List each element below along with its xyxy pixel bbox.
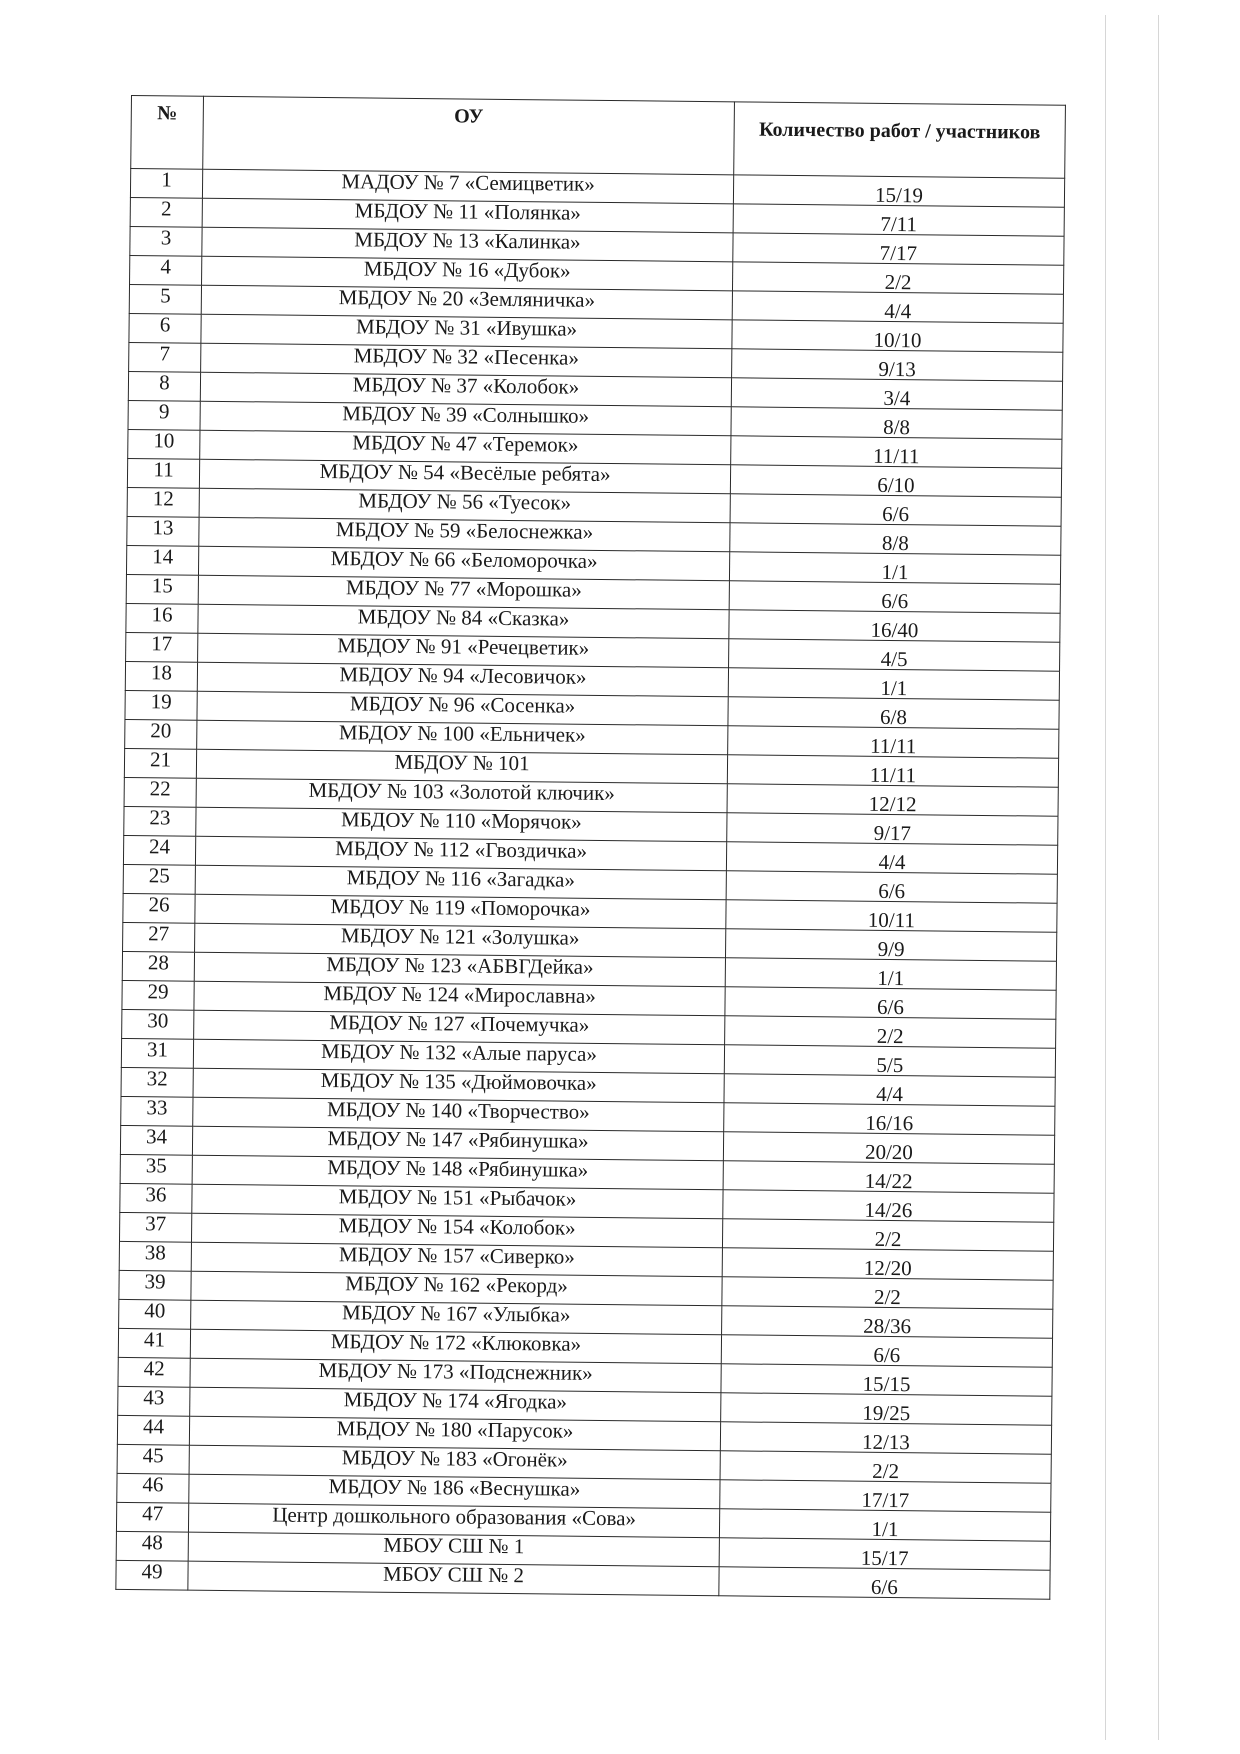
- row-institution: МБДОУ № 135 «Дюймовочка»: [193, 1068, 724, 1103]
- row-institution: МБДОУ № 123 «АБВГДейка»: [194, 952, 725, 987]
- row-count: 15/17: [719, 1538, 1050, 1570]
- row-number: 20: [125, 719, 197, 749]
- row-count: 1/1: [728, 668, 1059, 700]
- row-institution: МБДОУ № 66 «Беломорочка»: [198, 546, 729, 581]
- row-count: 12/13: [720, 1422, 1051, 1454]
- row-institution: МБДОУ № 37 «Колобок»: [200, 372, 731, 407]
- row-count: 4/5: [729, 639, 1060, 671]
- row-number: 36: [120, 1183, 192, 1213]
- row-number: 35: [120, 1154, 192, 1184]
- row-count: 6/6: [725, 987, 1056, 1019]
- row-count: 16/40: [729, 610, 1060, 642]
- row-institution: МБДОУ № 32 «Песенка»: [201, 343, 732, 378]
- row-number: 8: [128, 371, 200, 401]
- row-institution: МБДОУ № 59 «Белоснежка»: [199, 517, 730, 552]
- row-count: 6/6: [730, 494, 1061, 526]
- row-institution: МБДОУ № 157 «Сиверко»: [191, 1242, 722, 1277]
- row-count: 4/4: [732, 291, 1063, 323]
- row-number: 32: [121, 1067, 193, 1097]
- row-number: 24: [123, 835, 195, 865]
- row-number: 3: [130, 226, 202, 256]
- row-institution: МБДОУ № 39 «Солнышко»: [200, 401, 731, 436]
- row-institution: МБДОУ № 180 «Парусок»: [189, 1416, 720, 1451]
- row-institution: МБДОУ № 103 «Золотой ключик»: [196, 778, 727, 813]
- row-count: 11/11: [727, 755, 1058, 787]
- row-number: 15: [126, 574, 198, 604]
- row-number: 30: [122, 1009, 194, 1039]
- row-count: 1/1: [719, 1509, 1050, 1541]
- row-number: 19: [125, 690, 197, 720]
- row-institution: МБДОУ № 91 «Речецветик»: [198, 633, 729, 668]
- row-count: 1/1: [725, 958, 1056, 990]
- row-count: 12/12: [727, 784, 1058, 816]
- row-institution: МБДОУ № 174 «Ягодка»: [190, 1387, 721, 1422]
- row-number: 14: [126, 545, 198, 575]
- row-number: 22: [124, 777, 196, 807]
- row-count: 6/6: [729, 581, 1060, 613]
- row-count: 6/6: [726, 871, 1057, 903]
- row-count: 19/25: [721, 1393, 1052, 1425]
- row-institution: МБДОУ № 148 «Рябинушка»: [192, 1155, 723, 1190]
- row-institution: МБДОУ № 20 «Земляничка»: [201, 285, 732, 320]
- row-count: 11/11: [728, 726, 1059, 758]
- row-count: 6/10: [730, 465, 1061, 497]
- row-number: 46: [117, 1473, 189, 1503]
- row-institution: МБДОУ № 140 «Творчество»: [193, 1097, 724, 1132]
- row-count: 2/2: [732, 262, 1063, 294]
- row-institution: МБДОУ № 94 «Лесовичок»: [197, 662, 728, 697]
- row-institution: МБДОУ № 186 «Веснушка»: [189, 1474, 720, 1509]
- row-count: 10/11: [726, 900, 1057, 932]
- row-institution: МБДОУ № 11 «Полянка»: [202, 198, 733, 233]
- row-number: 11: [127, 458, 199, 488]
- header-number: №: [131, 96, 204, 170]
- row-institution: МБДОУ № 13 «Калинка»: [202, 227, 733, 262]
- row-institution: МБДОУ № 154 «Колобок»: [191, 1213, 722, 1248]
- row-count: 17/17: [720, 1480, 1051, 1512]
- row-count: 6/6: [719, 1567, 1050, 1599]
- row-count: 14/22: [723, 1161, 1054, 1193]
- row-count: 15/15: [721, 1364, 1052, 1396]
- row-number: 17: [126, 632, 198, 662]
- row-number: 25: [123, 864, 195, 894]
- institutions-table: [115, 95, 1066, 1600]
- row-institution: МБДОУ № 183 «Огонёк»: [189, 1445, 720, 1480]
- row-count: 28/36: [722, 1306, 1053, 1338]
- row-institution: МБДОУ № 84 «Сказка»: [198, 604, 729, 639]
- row-count: 6/6: [721, 1335, 1052, 1367]
- row-institution: МБДОУ № 101: [196, 749, 727, 784]
- row-number: 42: [118, 1357, 190, 1387]
- row-number: 48: [116, 1531, 188, 1561]
- row-institution: МБДОУ № 172 «Клюковка»: [190, 1329, 721, 1364]
- row-count: 8/8: [731, 407, 1062, 439]
- row-count: 7/17: [733, 233, 1064, 265]
- row-institution: МБДОУ № 110 «Морячок»: [196, 807, 727, 842]
- row-institution: МБДОУ № 151 «Рыбачок»: [192, 1184, 723, 1219]
- row-number: 18: [125, 661, 197, 691]
- row-institution: МБОУ СШ № 2: [188, 1561, 719, 1596]
- row-count: 5/5: [724, 1045, 1055, 1077]
- row-number: 10: [128, 429, 200, 459]
- row-number: 43: [118, 1386, 190, 1416]
- row-number: 2: [130, 197, 202, 227]
- row-count: 16/16: [724, 1103, 1055, 1135]
- row-count: 6/8: [728, 697, 1059, 729]
- row-number: 37: [119, 1212, 191, 1242]
- row-count: 8/8: [730, 523, 1061, 555]
- row-count: 15/19: [733, 175, 1064, 207]
- row-count: 12/20: [722, 1248, 1053, 1280]
- row-number: 12: [127, 487, 199, 517]
- row-institution: Центр дошкольного образования «Сова»: [188, 1503, 719, 1538]
- row-number: 16: [126, 603, 198, 633]
- row-count: 11/11: [731, 436, 1062, 468]
- row-institution: МБДОУ № 147 «Рябинушка»: [192, 1126, 723, 1161]
- row-count: 7/11: [733, 204, 1064, 236]
- row-number: 7: [129, 342, 201, 372]
- row-number: 49: [116, 1560, 188, 1590]
- row-number: 26: [123, 893, 195, 923]
- row-institution: МБДОУ № 56 «Туесок»: [199, 488, 730, 523]
- row-institution: МБДОУ № 127 «Почемучка»: [194, 1010, 725, 1045]
- row-count: 14/26: [723, 1190, 1054, 1222]
- row-number: 5: [129, 284, 201, 314]
- row-institution: МБДОУ № 47 «Теремок»: [200, 430, 731, 465]
- row-count: 9/17: [727, 813, 1058, 845]
- row-count: 2/2: [725, 1016, 1056, 1048]
- row-number: 47: [116, 1502, 188, 1532]
- row-number: 6: [129, 313, 201, 343]
- row-number: 21: [124, 748, 196, 778]
- row-institution: МБДОУ № 124 «Мирославна»: [194, 981, 725, 1016]
- row-institution: МБДОУ № 54 «Весёлые ребята»: [199, 459, 730, 494]
- row-number: 9: [128, 400, 200, 430]
- table-body: [116, 169, 1065, 1600]
- row-number: 13: [127, 516, 199, 546]
- row-count: 2/2: [722, 1277, 1053, 1309]
- row-number: 34: [120, 1125, 192, 1155]
- row-number: 45: [117, 1444, 189, 1474]
- header-institution: ОУ: [203, 96, 735, 175]
- row-institution: МБОУ СШ № 1: [188, 1532, 719, 1567]
- row-institution: МБДОУ № 167 «Улыбка»: [191, 1300, 722, 1335]
- row-count: 3/4: [731, 378, 1062, 410]
- row-institution: МБДОУ № 112 «Гвоздичка»: [195, 836, 726, 871]
- row-count: 9/9: [725, 929, 1056, 961]
- row-institution: МБДОУ № 173 «Подснежник»: [190, 1358, 721, 1393]
- row-count: 4/4: [726, 842, 1057, 874]
- row-institution: МБДОУ № 119 «Поморочка»: [195, 894, 726, 929]
- row-institution: МБДОУ № 121 «Золушка»: [195, 923, 726, 958]
- row-institution: МАДОУ № 7 «Семицветик»: [202, 169, 733, 204]
- row-number: 40: [119, 1299, 191, 1329]
- row-count: 1/1: [729, 552, 1060, 584]
- row-institution: МБДОУ № 96 «Сосенка»: [197, 691, 728, 726]
- scan-edge-line: [1158, 15, 1159, 1740]
- row-number: 33: [121, 1096, 193, 1126]
- row-number: 31: [121, 1038, 193, 1068]
- row-institution: МБДОУ № 77 «Морошка»: [198, 575, 729, 610]
- row-institution: МБДОУ № 31 «Ивушка»: [201, 314, 732, 349]
- row-number: 28: [122, 951, 194, 981]
- row-number: 29: [122, 980, 194, 1010]
- row-count: 9/13: [732, 349, 1063, 381]
- row-institution: МБДОУ № 16 «Дубок»: [202, 256, 733, 291]
- row-number: 1: [130, 169, 202, 199]
- row-count: 4/4: [724, 1074, 1055, 1106]
- row-number: 38: [119, 1241, 191, 1271]
- row-number: 23: [124, 806, 196, 836]
- header-count: Количество работ / участников: [734, 102, 1066, 178]
- row-count: 20/20: [723, 1132, 1054, 1164]
- row-count: 2/2: [720, 1451, 1051, 1483]
- scan-edge-line: [1105, 15, 1106, 1740]
- row-number: 4: [130, 255, 202, 285]
- row-number: 27: [123, 922, 195, 952]
- row-number: 44: [117, 1415, 189, 1445]
- row-institution: МБДОУ № 116 «Загадка»: [195, 865, 726, 900]
- table-header-row: [131, 96, 1066, 179]
- row-count: 10/10: [732, 320, 1063, 352]
- row-institution: МБДОУ № 100 «Ельничек»: [197, 720, 728, 755]
- row-number: 39: [119, 1270, 191, 1300]
- row-number: 41: [118, 1328, 190, 1358]
- row-count: 2/2: [722, 1219, 1053, 1251]
- row-institution: МБДОУ № 162 «Рекорд»: [191, 1271, 722, 1306]
- row-institution: МБДОУ № 132 «Алые паруса»: [193, 1039, 724, 1074]
